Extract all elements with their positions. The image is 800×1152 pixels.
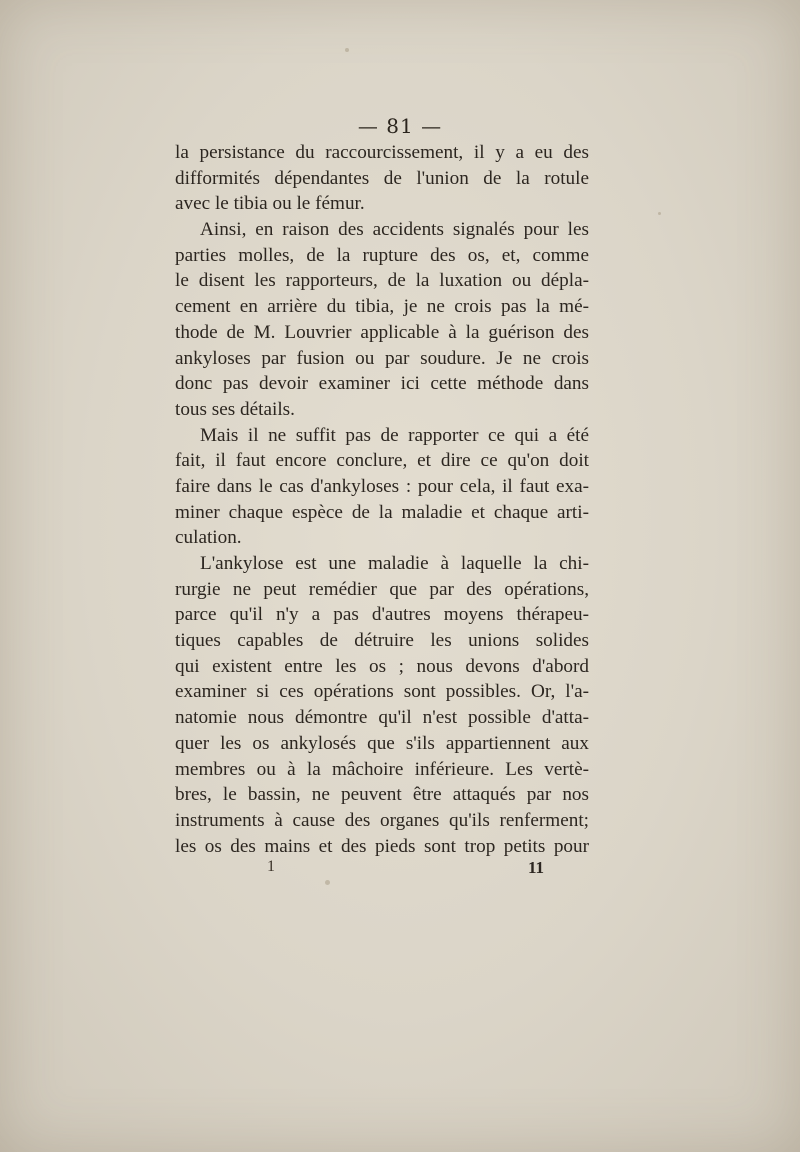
text-line: instruments à cause des organes qu'ils renferment; bbox=[175, 809, 589, 831]
text-line: fait, il faut encore conclure, et dire ce qu'on doit bbox=[175, 450, 589, 472]
text-line: Mais il ne suffit pas de rapporter ce qui a été bbox=[200, 424, 589, 446]
text-line: avec le tibia ou le fémur. bbox=[175, 193, 365, 215]
text-line: difformités dépendantes de l'union de la rotule bbox=[175, 167, 589, 189]
text-line: Ainsi, en raison des accidents signalés pour les bbox=[200, 219, 589, 241]
text-line: membres ou à la mâchoire inférieure. Les vertè- bbox=[175, 758, 589, 780]
text-line: culation. bbox=[175, 527, 242, 549]
signature-mark-left: 1 bbox=[267, 858, 275, 875]
text-line: qui existent entre les os ; nous devons d'abord bbox=[175, 655, 589, 677]
text-line: quer les os ankylosés que s'ils appartiennent aux bbox=[175, 732, 589, 754]
text-line: les os des mains et des pieds sont trop petits pour bbox=[175, 835, 589, 857]
body-text bbox=[175, 140, 589, 859]
text-line: tiques capables de détruire les unions solides bbox=[175, 630, 589, 652]
text-line: natomie nous démontre qu'il n'est possible d'atta- bbox=[175, 707, 589, 729]
text-line: donc pas devoir examiner ici cette méthode dans bbox=[175, 373, 589, 395]
signature-mark: 11 bbox=[528, 858, 545, 877]
text-line: la persistance du raccourcissement, il y a eu des bbox=[175, 142, 589, 163]
text-line: cement en arrière du tibia, je ne crois pas la mé- bbox=[175, 296, 589, 318]
text-line: parce qu'il n'y a pas d'autres moyens thérapeu- bbox=[175, 604, 589, 626]
text-line: le disent les rapporteurs, de la luxation ou dépla- bbox=[175, 270, 589, 292]
paper-spot bbox=[345, 48, 349, 52]
text-line: L'ankylose est une maladie à laquelle la chi- bbox=[200, 553, 589, 574]
text-line: parties molles, de la rupture des os, et, comme bbox=[175, 244, 589, 266]
text-line: ankyloses par fusion ou par soudure. Je ne crois bbox=[175, 347, 589, 369]
text-line: tous ses détails. bbox=[175, 398, 295, 420]
text-line: bres, le bassin, ne peuvent être attaqués par nos bbox=[175, 784, 589, 806]
page-number-header: — 81 — bbox=[357, 114, 443, 138]
text-line: miner chaque espèce de la maladie et chaque arti- bbox=[175, 501, 589, 523]
paper-spot bbox=[325, 880, 330, 885]
text-line: thode de M. Louvrier applicable à la guérison des bbox=[175, 321, 589, 343]
paper-spot bbox=[658, 212, 661, 215]
text-line: faire dans le cas d'ankyloses : pour cela, il faut exa- bbox=[175, 475, 589, 497]
text-line: examiner si ces opérations sont possibles. Or, l'a- bbox=[175, 681, 589, 703]
text-line: rurgie ne peut remédier que par des opérations, bbox=[175, 578, 589, 600]
